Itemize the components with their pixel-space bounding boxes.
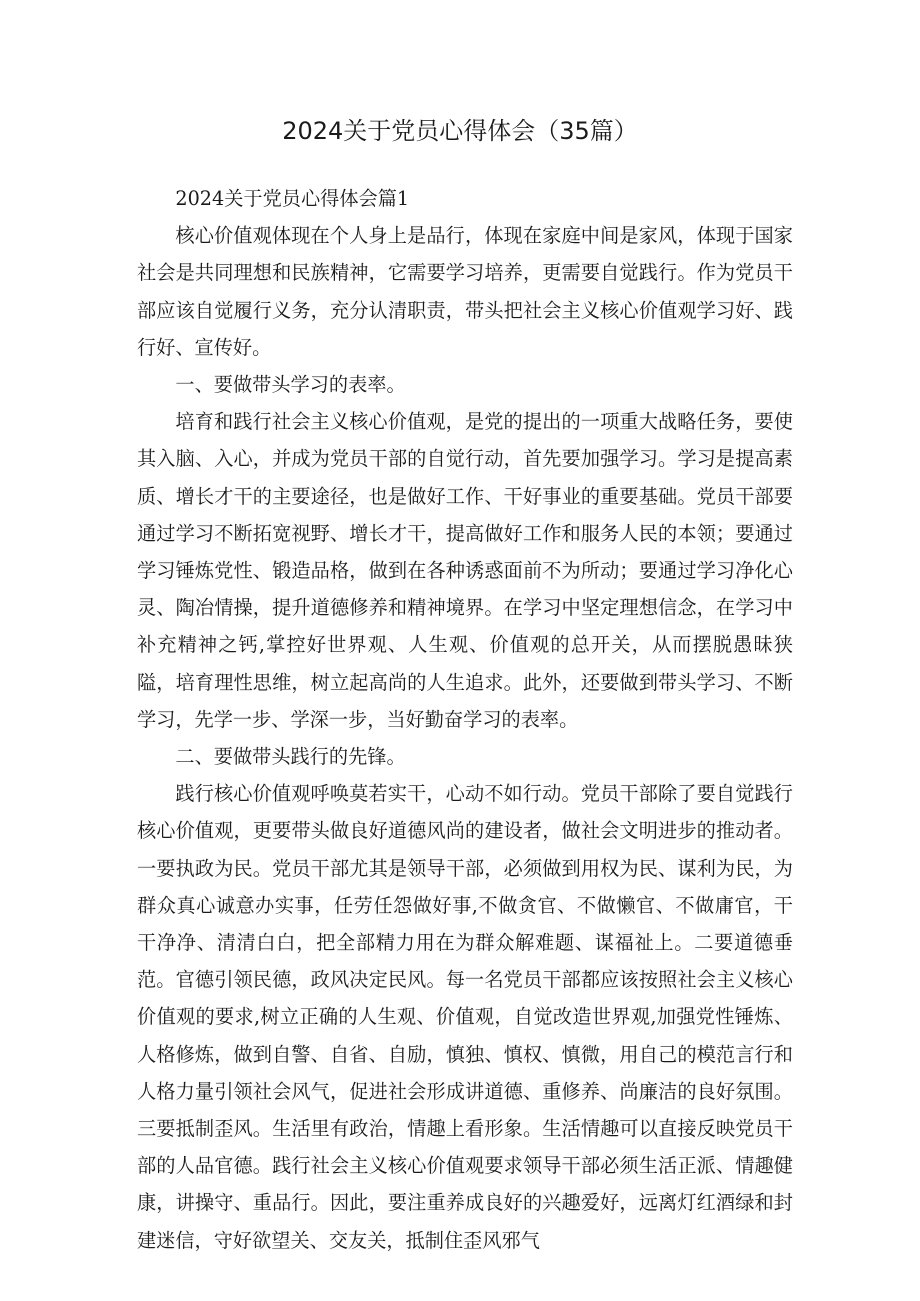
paragraph-section-2: 践行核心价值观呼唤莫若实干，心动不如行动。党员干部除了要自觉践行核心价值观，更要带头做良好道德风尚的建设者，做社会文明进步的推动者。一要执政为民。党员干部尤其是领导干部，必须做到用权为民、谋利为民，为群众真心诚意办实事，任劳任怨做好事,不做贪官、不做懒官、不做庸官，干干净净、清清白白，把全部精力用在为群众解难题、谋福祉上。二要道德垂范。官德引领民德，政风决定民风。每一名党员干部都应该按照社会主义核心价值观的要求,树立正确的人生观、价值观，自觉改造世界观,加强党性锤炼、人格修炼，做到自警、自省、自励，慎独、慎权、慎微，用自己的模范言行和人格力量引领社会风气，促进社会形成讲道德、重修养、尚廉洁的良好氛围。三要抵制歪风。生活里有政治，情趣上看形象。生活情趣可以直接反映党员干部的人品官德。践行社会主义核心价值观要求领导干部必须生活正派、情趣健康，讲操守、重品行。因此，要注重养成良好的兴趣爱好，远离灯红酒绿和封建迷信，守好欲望关、交友关，抵制住歪风邪气: [137, 782, 793, 1252]
paragraph-intro: 核心价值观体现在个人身上是品行，体现在家庭中间是家风，体现于国家社会是共同理想和民族精神，它需要学习培养，更需要自觉践行。作为党员干部应该自觉履行义务，充分认清职责，带头把社会主义核心价值观学习好、践行好、宣传好。: [137, 224, 793, 359]
section-heading-2: 二、要做带头践行的先锋。: [175, 745, 406, 769]
paragraph-section-1: 培育和践行社会主义核心价值观，是党的提出的一项重大战略任务，要使其入脑、入心，并成为党员干部的自觉行动，首先要加强学习。学习是提高素质、增长才干的主要途径，也是做好工作、干好事业的重要基础。党员干部要通过学习不断拓宽视野、增长才干，提高做好工作和服务人民的本领；要通过学习锤炼党性、锻造品格，做到在各种诱惑面前不为所动；要通过学习净化心灵、陶冶情操，提升道德修养和精神境界。在学习中坚定理想信念，在学习中补充精神之钙,掌控好世界观、人生观、价值观的总开关，从而摆脱愚昧狭隘，培育理性思维，树立起高尚的人生追求。此外，还要做到带头学习、不断学习，先学一步、学深一步，当好勤奋学习的表率。: [137, 410, 793, 731]
document-body: [137, 180, 793, 1259]
article-heading: 2024关于党员心得体会篇1: [175, 187, 410, 210]
section-heading-1: 一、要做带头学习的表率。: [175, 373, 406, 397]
document-title: 2024关于党员心得体会（35篇）: [282, 117, 638, 145]
